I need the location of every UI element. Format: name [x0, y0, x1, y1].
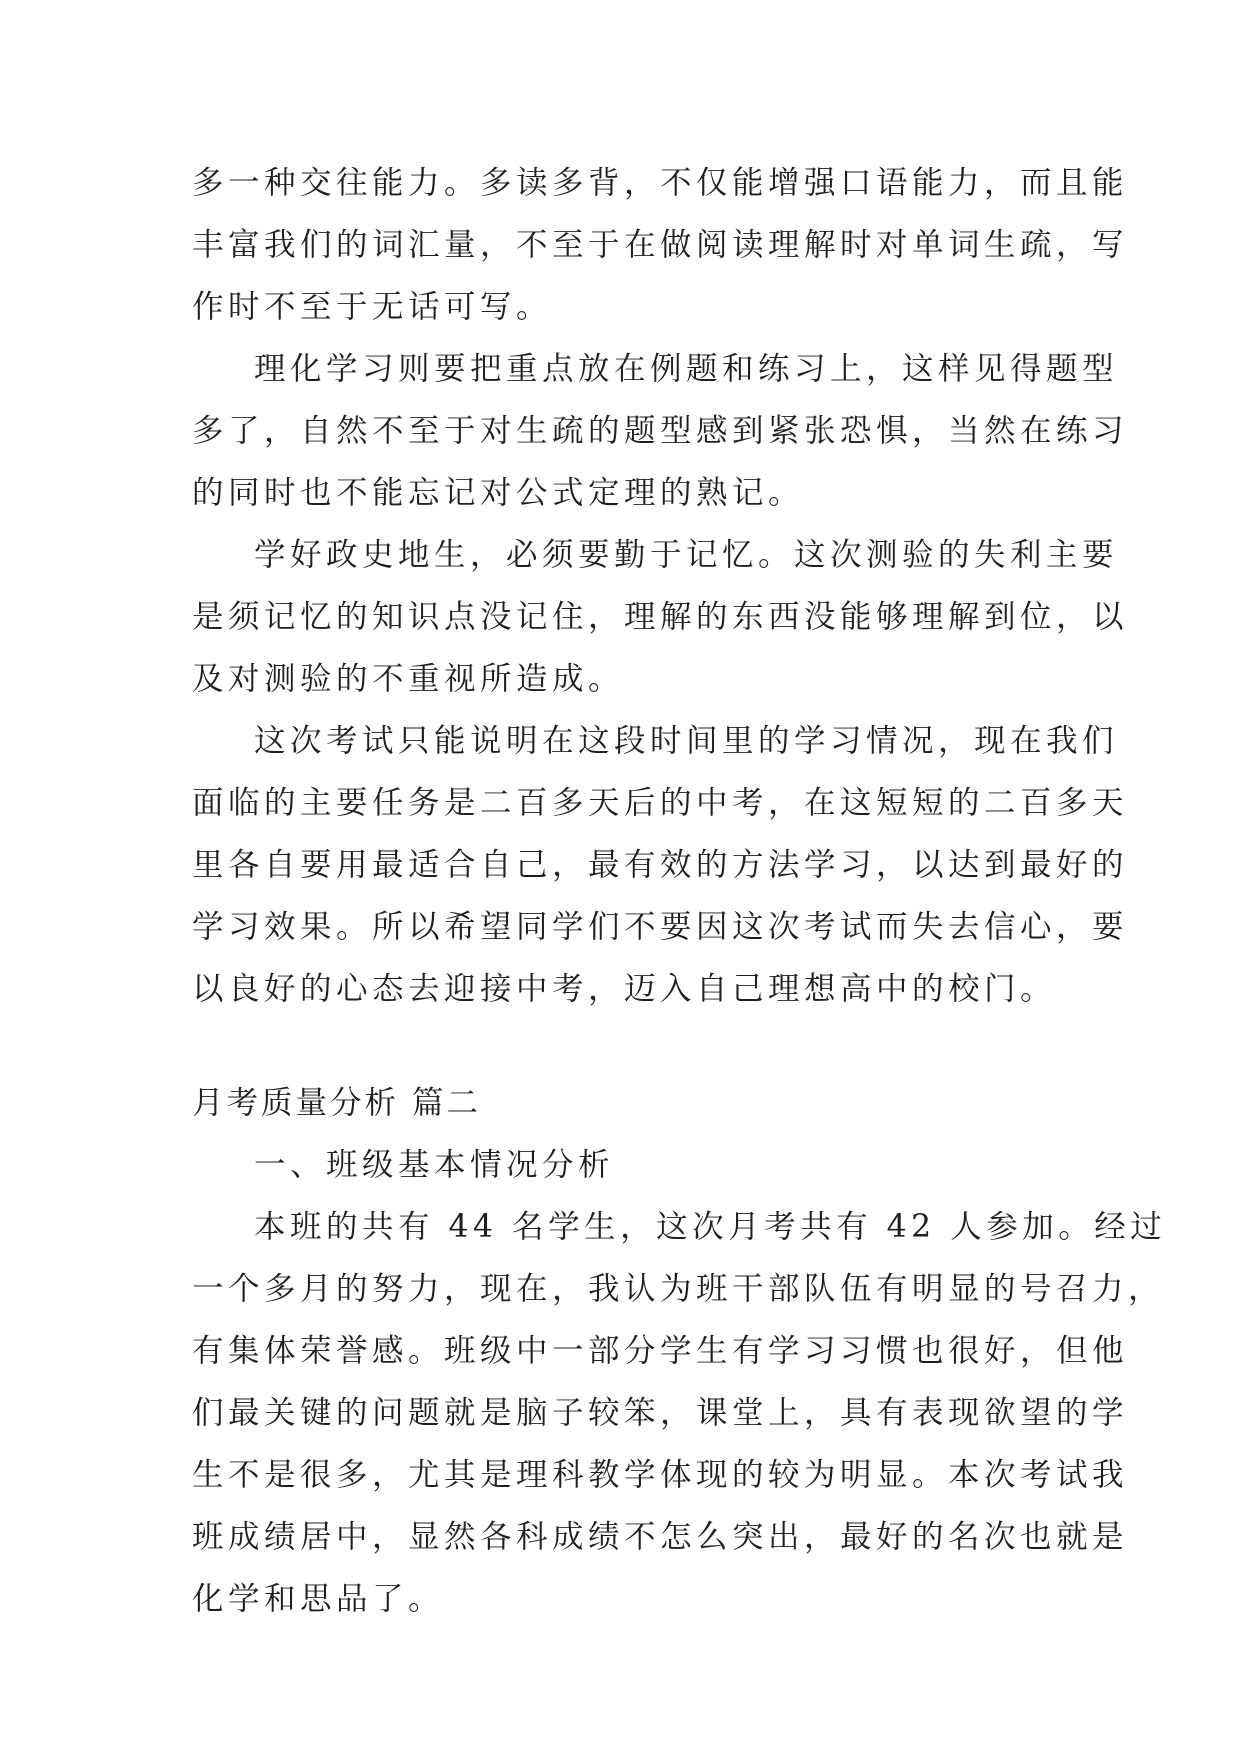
section-title: 月考质量分析 篇二: [192, 1085, 482, 1121]
text-line: 学习效果。所以希望同学们不要因这次考试而失去信心，要: [192, 909, 1129, 945]
text-line: 及对测验的不重视所造成。: [192, 661, 625, 697]
text-line: 的同时也不能忘记对公式定理的熟记。: [192, 475, 805, 511]
text-line: 班成绩居中，显然各科成绩不怎么突出，最好的名次也就是: [192, 1519, 1129, 1555]
paragraph: [192, 338, 1129, 524]
paragraph: [192, 524, 1129, 710]
text-line: 多了，自然不至于对生疏的题型感到紧张恐惧，当然在练习: [192, 413, 1129, 449]
text-line: 化学和思品了。: [192, 1581, 445, 1617]
text-line: 学好政史地生，必须要勤于记忆。这次测验的失利主要: [254, 537, 1119, 573]
text-line: 生不是很多，尤其是理科教学体现的较为明显。本次考试我: [192, 1457, 1129, 1493]
text-line: 本班的共有 44 名学生，这次月考共有 42 人参加。经过: [254, 1209, 1167, 1245]
text-line: 理化学习则要把重点放在例题和练习上，这样见得题型: [254, 351, 1119, 387]
text-line: 作时不至于无话可写。: [192, 289, 553, 325]
text-line: 以良好的心态去迎接中考，迈入自己理想高中的校门。: [192, 971, 1057, 1007]
text-line: 这次考试只能说明在这段时间里的学习情况，现在我们: [254, 723, 1119, 759]
section-spacer: [192, 1020, 1052, 1072]
text-line: 面临的主要任务是二百多天后的中考，在这短短的二百多天: [192, 785, 1129, 821]
paragraph: [192, 710, 1129, 1020]
text-line: 有集体荣誉感。班级中一部分学生有学习习惯也很好，但他: [192, 1333, 1129, 1369]
text-line: 一个多月的努力，现在，我认为班干部队伍有明显的号召力，: [192, 1271, 1165, 1307]
text-line: 们最关键的问题就是脑子较笨，课堂上，具有表现欲望的学: [192, 1395, 1129, 1431]
text-line: 丰富我们的词汇量，不至于在做阅读理解时对单词生疏，写: [192, 227, 1129, 263]
text-line: 是须记忆的知识点没记住，理解的东西没能够理解到位，以: [192, 599, 1129, 635]
subheading: 一、班级基本情况分析: [254, 1147, 615, 1183]
text-line: 里各自要用最适合自己，最有效的方法学习，以达到最好的: [192, 847, 1129, 883]
paragraph: [192, 152, 1129, 338]
document-page: [192, 152, 1167, 1630]
text-line: 多一种交往能力。多读多背，不仅能增强口语能力，而且能: [192, 165, 1129, 201]
paragraph: [192, 1196, 1167, 1630]
